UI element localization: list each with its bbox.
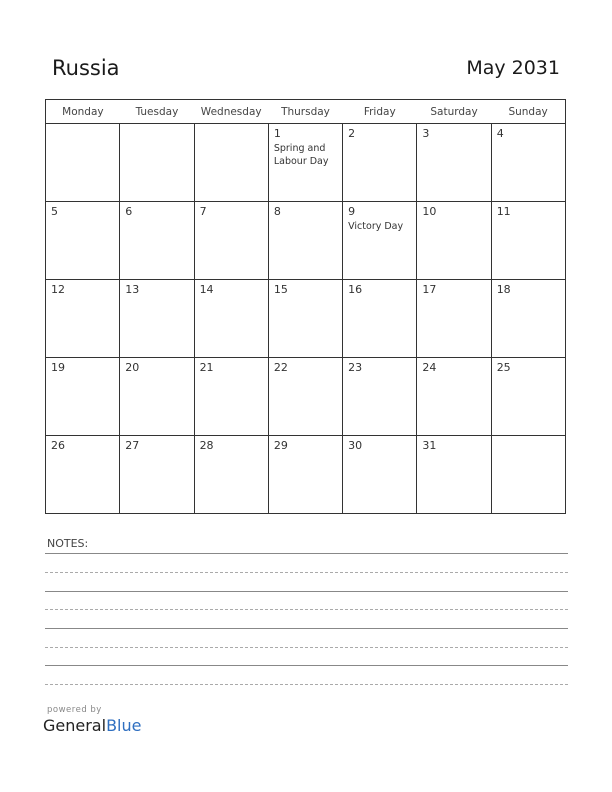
calendar-day-cell <box>491 124 565 202</box>
day-number: 8 <box>273 205 281 218</box>
weekday-header: Sunday <box>491 100 565 124</box>
day-number: 6 <box>125 205 133 218</box>
day-number: 25 <box>496 361 511 374</box>
day-number: 21 <box>199 361 214 374</box>
calendar-day-cell <box>268 358 342 436</box>
calendar-grid <box>45 99 566 514</box>
calendar-day-cell <box>268 202 342 280</box>
month-year-title: May 2031 <box>466 57 560 79</box>
calendar-week-row <box>46 202 566 280</box>
calendar-day-cell <box>120 124 194 202</box>
day-number: 11 <box>496 205 511 218</box>
calendar-day-cell <box>194 280 268 358</box>
day-number: 17 <box>422 283 437 296</box>
powered-by-text: powered by <box>47 705 102 715</box>
weekday-header: Thursday <box>268 100 342 124</box>
day-number: 23 <box>348 361 363 374</box>
notes-line <box>45 572 568 573</box>
day-number: 30 <box>348 439 363 452</box>
day-number: 28 <box>199 439 214 452</box>
country-title: Russia <box>52 56 120 80</box>
day-number: 27 <box>125 439 140 452</box>
calendar-day-cell <box>46 202 120 280</box>
calendar-day-cell <box>417 436 491 514</box>
calendar-day-cell <box>491 436 565 514</box>
calendar-day-cell <box>120 202 194 280</box>
weekday-header-row <box>46 100 566 124</box>
day-number <box>492 436 565 439</box>
calendar-day-cell <box>46 280 120 358</box>
weekday-header: Wednesday <box>194 100 268 124</box>
holiday-label: Victory Day <box>348 221 404 232</box>
calendar-day-cell <box>268 436 342 514</box>
calendar-week-row <box>46 280 566 358</box>
calendar-day-cell <box>491 358 565 436</box>
day-number: 2 <box>348 127 356 140</box>
calendar-day-cell <box>268 280 342 358</box>
calendar-day-cell <box>120 358 194 436</box>
calendar-day-cell <box>343 124 417 202</box>
day-number <box>46 124 119 127</box>
weekday-header: Friday <box>343 100 417 124</box>
calendar-day-cell <box>194 202 268 280</box>
day-number: 9 <box>348 205 356 218</box>
notes-line <box>45 647 568 648</box>
calendar-day-cell <box>417 124 491 202</box>
day-number: 14 <box>199 283 214 296</box>
day-number: 31 <box>422 439 437 452</box>
brand-logo <box>43 716 141 735</box>
calendar-week-row <box>46 124 566 202</box>
calendar-day-cell <box>120 280 194 358</box>
weekday-header: Monday <box>46 100 120 124</box>
day-number: 24 <box>422 361 437 374</box>
weekday-header: Tuesday <box>120 100 194 124</box>
calendar-day-cell <box>194 358 268 436</box>
notes-line <box>45 609 568 610</box>
day-number: 15 <box>273 283 288 296</box>
weekday-header: Saturday <box>417 100 491 124</box>
day-number: 13 <box>125 283 140 296</box>
calendar-day-cell <box>194 436 268 514</box>
calendar-day-cell <box>417 202 491 280</box>
notes-label: NOTES: <box>47 537 89 550</box>
day-number: 3 <box>422 127 430 140</box>
day-number: 5 <box>51 205 58 218</box>
notes-line <box>45 684 568 685</box>
day-number: 4 <box>496 127 504 140</box>
day-number: 22 <box>273 361 288 374</box>
calendar-day-cell <box>46 436 120 514</box>
day-number: 10 <box>422 205 437 218</box>
day-number <box>195 124 268 127</box>
notes-line <box>45 665 568 666</box>
calendar-day-cell <box>491 280 565 358</box>
calendar-day-cell <box>343 358 417 436</box>
calendar-day-cell <box>343 280 417 358</box>
day-number: 29 <box>273 439 288 452</box>
day-number: 18 <box>496 283 511 296</box>
brand-blue: Blue <box>106 716 142 735</box>
day-number <box>120 124 193 127</box>
calendar-day-cell <box>46 124 120 202</box>
calendar-day-cell <box>417 358 491 436</box>
calendar-day-cell <box>343 202 417 280</box>
day-number: 12 <box>51 283 65 296</box>
holiday-label: Spring and Labour Day <box>273 143 329 167</box>
day-number: 7 <box>199 205 207 218</box>
calendar-day-cell <box>46 358 120 436</box>
calendar-day-cell <box>343 436 417 514</box>
day-number: 26 <box>51 439 65 452</box>
brand-general: General <box>43 716 107 735</box>
calendar-day-cell <box>194 124 268 202</box>
day-number: 19 <box>51 361 65 374</box>
notes-line <box>45 628 568 629</box>
calendar-day-cell <box>120 436 194 514</box>
day-number: 1 <box>273 127 281 140</box>
calendar-week-row <box>46 436 566 514</box>
notes-line <box>45 553 568 554</box>
day-number: 20 <box>125 361 140 374</box>
calendar-day-cell <box>491 202 565 280</box>
notes-line <box>45 591 568 592</box>
calendar-day-cell <box>268 124 342 202</box>
calendar-week-row <box>46 358 566 436</box>
day-number: 16 <box>348 283 363 296</box>
calendar-day-cell <box>417 280 491 358</box>
